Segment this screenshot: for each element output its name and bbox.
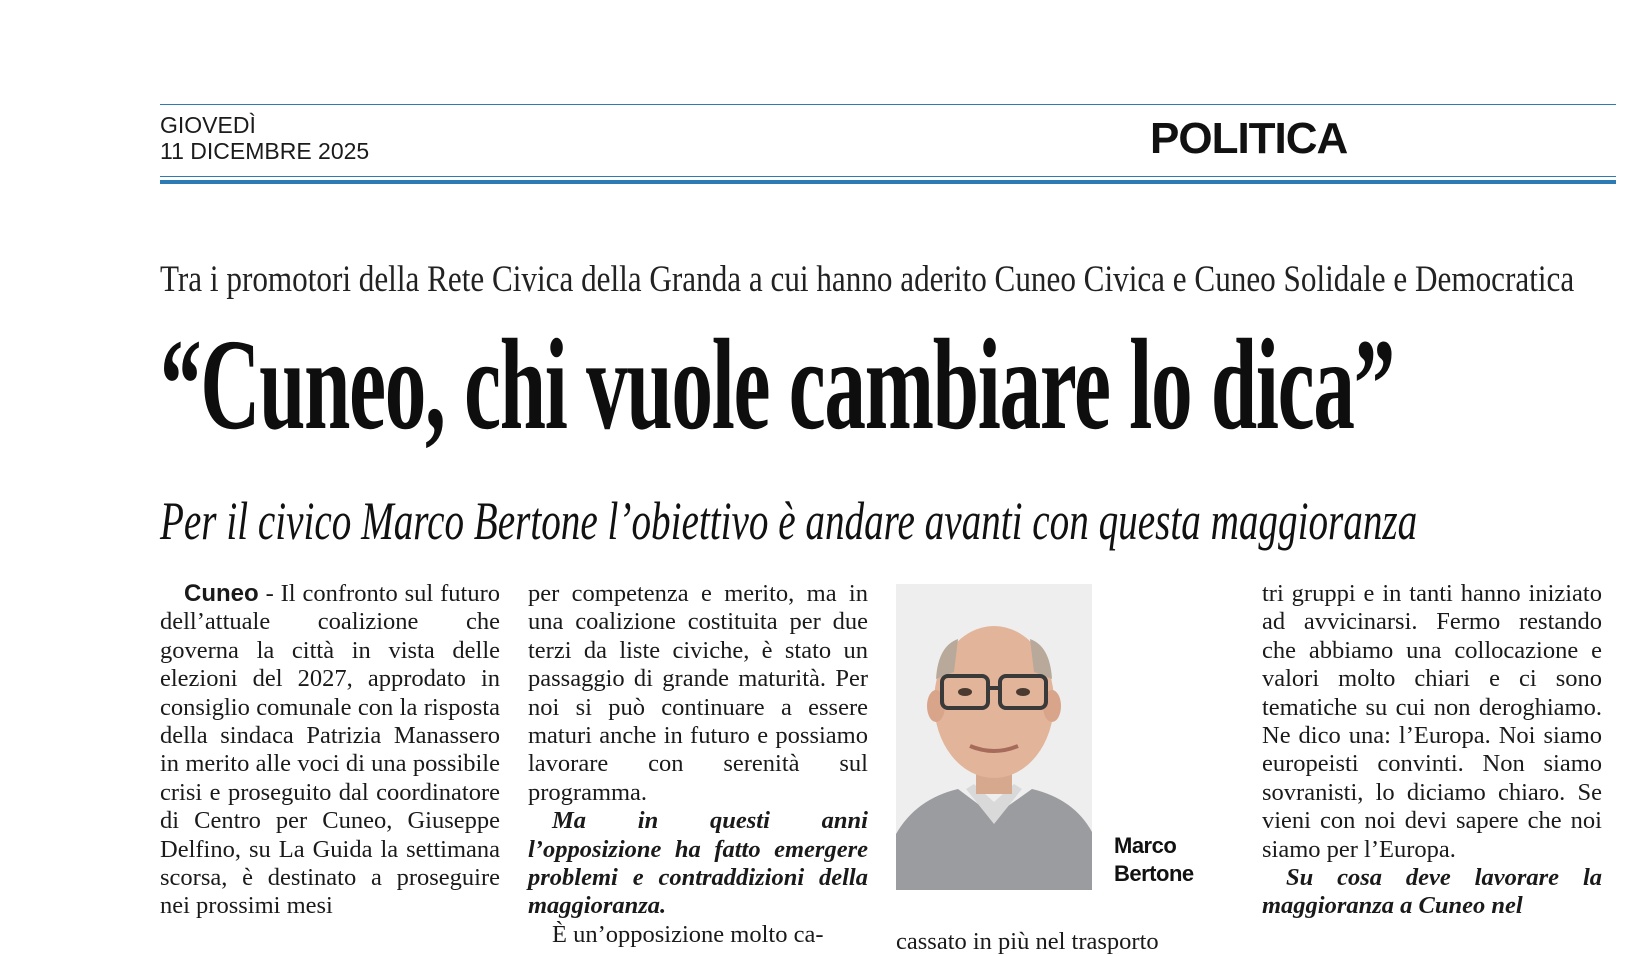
column-3-text: cassato in più nel trasporto: [896, 928, 1159, 955]
interview-question-1: Ma in questi anni l’opposizione ha fatto emergere problemi e contraddizioni della maggioranza.: [528, 807, 868, 920]
column-2-text: per competenza e merito, ma in una coalizione costituita per due terzi da liste civiche, è stato un passaggio di grande maturità. Per noi si può continuare a essere maturi anche in futuro e possiamo lavorare con serenità sul programma.: [528, 580, 868, 806]
article-column-3: [896, 928, 1236, 956]
article-kicker: Tra i promotori della Rete Civica della Granda a cui hanno aderito Cuneo Civica e Cuneo Solidale e Democratica: [160, 259, 1575, 300]
photo-caption: [1114, 832, 1194, 888]
portrait-photo: [896, 584, 1092, 890]
article-subheadline: Per il civico Marco Bertone l’obiettivo è andare avanti con questa maggioranza: [160, 491, 1418, 551]
interview-question-2: Su cosa deve lavorare la maggioranza a Cuneo nel: [1262, 864, 1602, 920]
caption-line-2: Bertone: [1114, 861, 1194, 886]
column-1-text: - Il confronto sul futuro dell’attuale coalizione che governa la città in vista delle elezioni del 2027, approdato in consiglio comunale con la risposta della sindaca Patrizia Manassero in merito alle voci di una possibile crisi e proseguito dal coordinatore di Centro per Cuneo, Giuseppe Delfino, su La Guida la settimana scorsa, è destinato a proseguire nei prossimi mesi: [160, 580, 501, 920]
issue-day: GIOVEDÌ: [160, 112, 256, 138]
column-2-answer: È un’opposizione molto ca-: [552, 920, 824, 948]
caption-line-1: Marco: [1114, 833, 1177, 858]
header-rule-thin: [160, 176, 1616, 177]
issue-date: [160, 112, 369, 164]
article-dateline: Cuneo: [184, 580, 259, 607]
header-rule-thick: [160, 180, 1616, 184]
header-top-rule: [160, 104, 1616, 105]
article-column-1: [160, 580, 500, 921]
article-headline: “Cuneo, chi vuole cambiare lo dica”: [160, 313, 1394, 457]
column-4-text: tri gruppi e in tanti hanno iniziato ad avvicinarsi. Fermo restando che abbiamo una collocazione e valori molto chiari e ci sono tematiche su cui non deroghiamo. Ne dico una: l’Europa. Noi siamo europeisti convinti. Non siamo sovranisti, lo diciamo chiaro. Se vieni con noi devi sapere che noi siamo per l’Europa.: [1262, 580, 1602, 863]
issue-full-date: 11 DICEMBRE 2025: [160, 138, 370, 164]
section-title: POLITICA: [1150, 114, 1348, 163]
article-column-4: [1262, 580, 1602, 921]
article-column-2: [528, 580, 868, 949]
